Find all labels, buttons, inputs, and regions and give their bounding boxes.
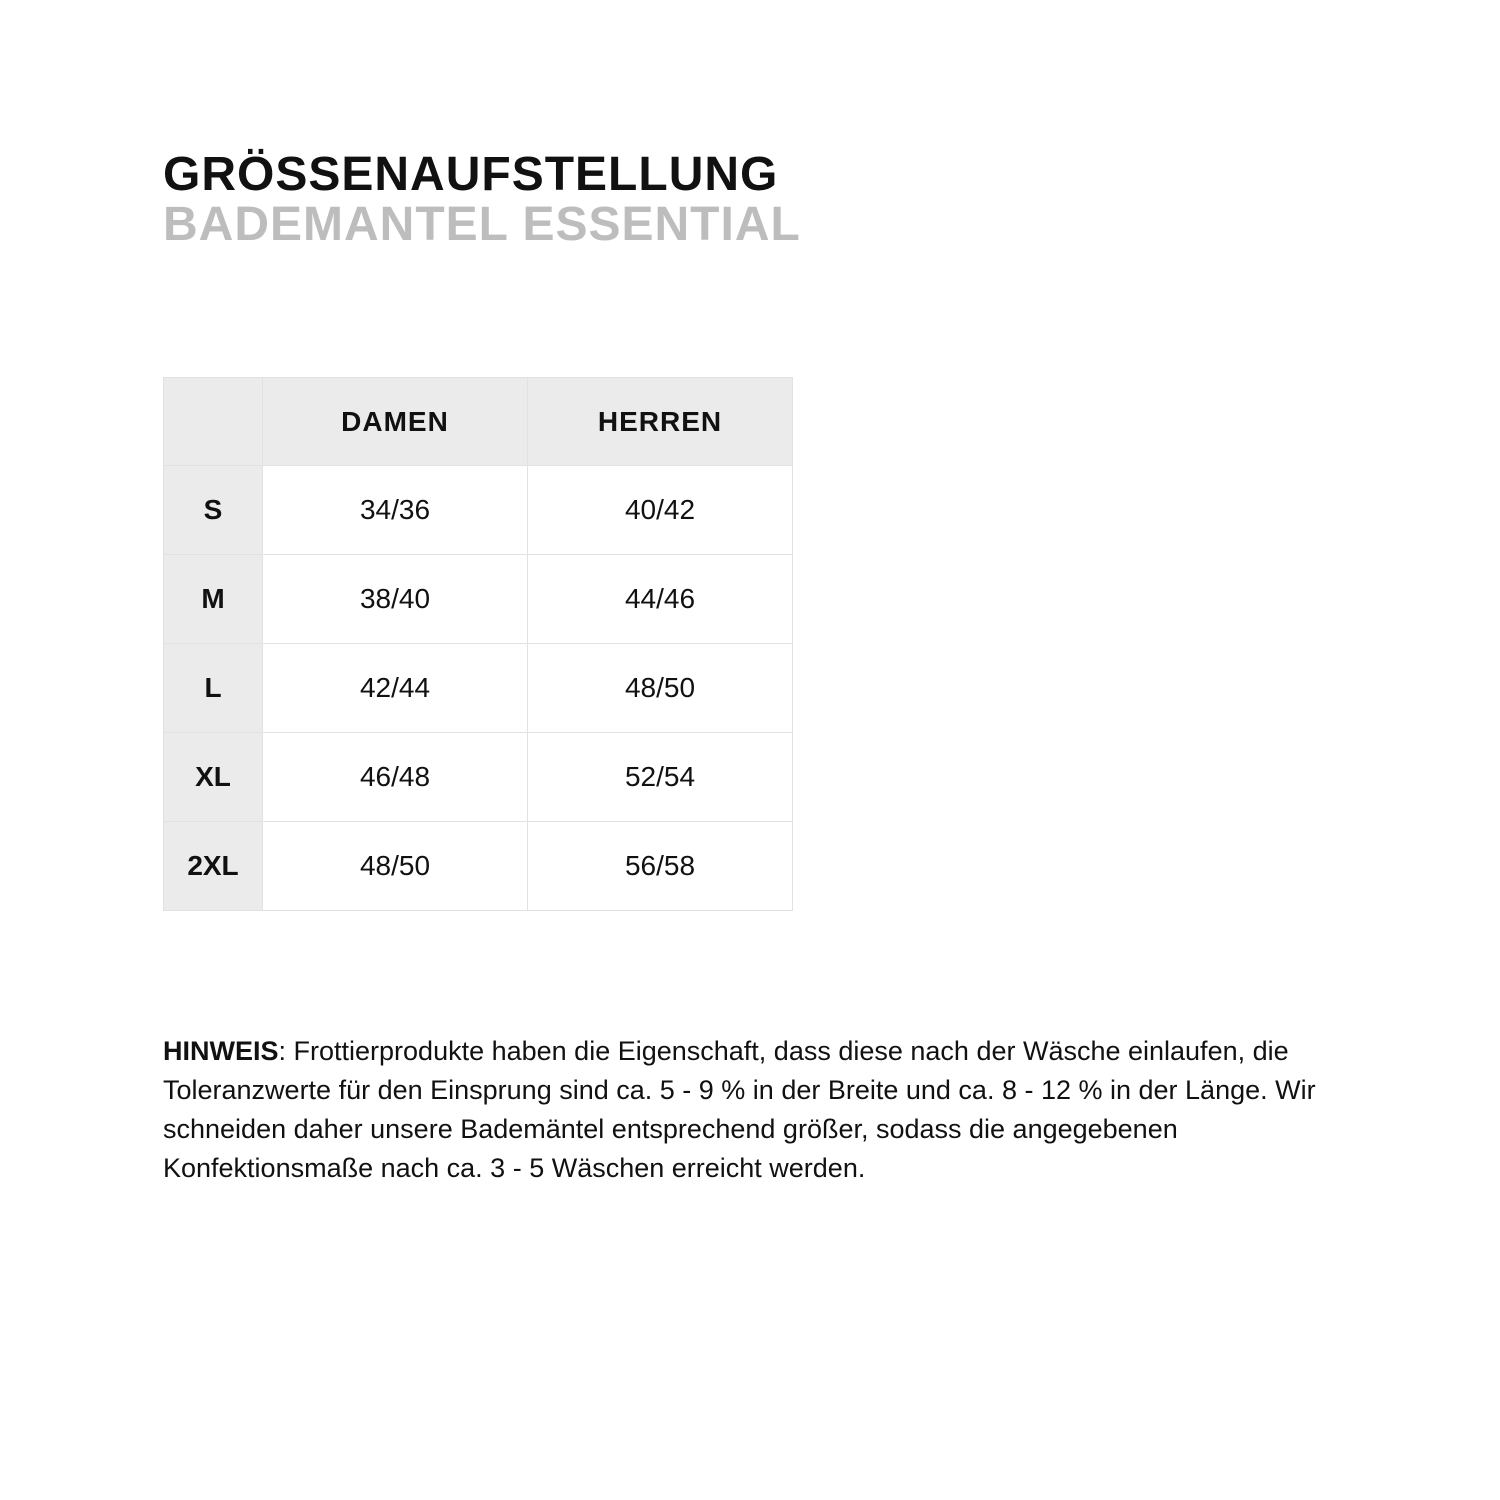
table-row (164, 555, 793, 644)
size-cell: M (164, 555, 263, 644)
note-paragraph (163, 1032, 1338, 1188)
table-header-row (164, 378, 793, 466)
table-row (164, 644, 793, 733)
note-label: HINWEIS (163, 1036, 279, 1066)
herren-cell: 40/42 (528, 466, 793, 555)
note-text: : Frottierprodukte haben die Eigenschaft, dass diese nach der Wäsche einlaufen, die Toleranzwerte für den Einsprung sind ca. 5 - 9 % in der Breite und ca. 8 - 12 % in der Länge. Wir schneiden daher unsere Bademäntel entsprechend größer, sodass die angegebenen Konfektionsmaße nach ca. 3 - 5 Wäschen erreicht werden. (163, 1036, 1316, 1183)
page-subtitle: BADEMANTEL ESSENTIAL (163, 198, 801, 251)
header-cell-damen: DAMEN (263, 378, 528, 466)
size-cell: 2XL (164, 822, 263, 911)
page-title: GRÖSSENAUFSTELLUNG (163, 148, 779, 201)
table-row (164, 466, 793, 555)
damen-cell: 38/40 (263, 555, 528, 644)
damen-cell: 48/50 (263, 822, 528, 911)
damen-cell: 46/48 (263, 733, 528, 822)
herren-cell: 44/46 (528, 555, 793, 644)
header-cell-size (164, 378, 263, 466)
table-row (164, 822, 793, 911)
table-row (164, 733, 793, 822)
damen-cell: 42/44 (263, 644, 528, 733)
size-cell: L (164, 644, 263, 733)
size-cell: XL (164, 733, 263, 822)
herren-cell: 56/58 (528, 822, 793, 911)
size-cell: S (164, 466, 263, 555)
page-heading (163, 150, 801, 250)
damen-cell: 34/36 (263, 466, 528, 555)
header-cell-herren: HERREN (528, 378, 793, 466)
herren-cell: 52/54 (528, 733, 793, 822)
herren-cell: 48/50 (528, 644, 793, 733)
size-table (163, 377, 793, 911)
